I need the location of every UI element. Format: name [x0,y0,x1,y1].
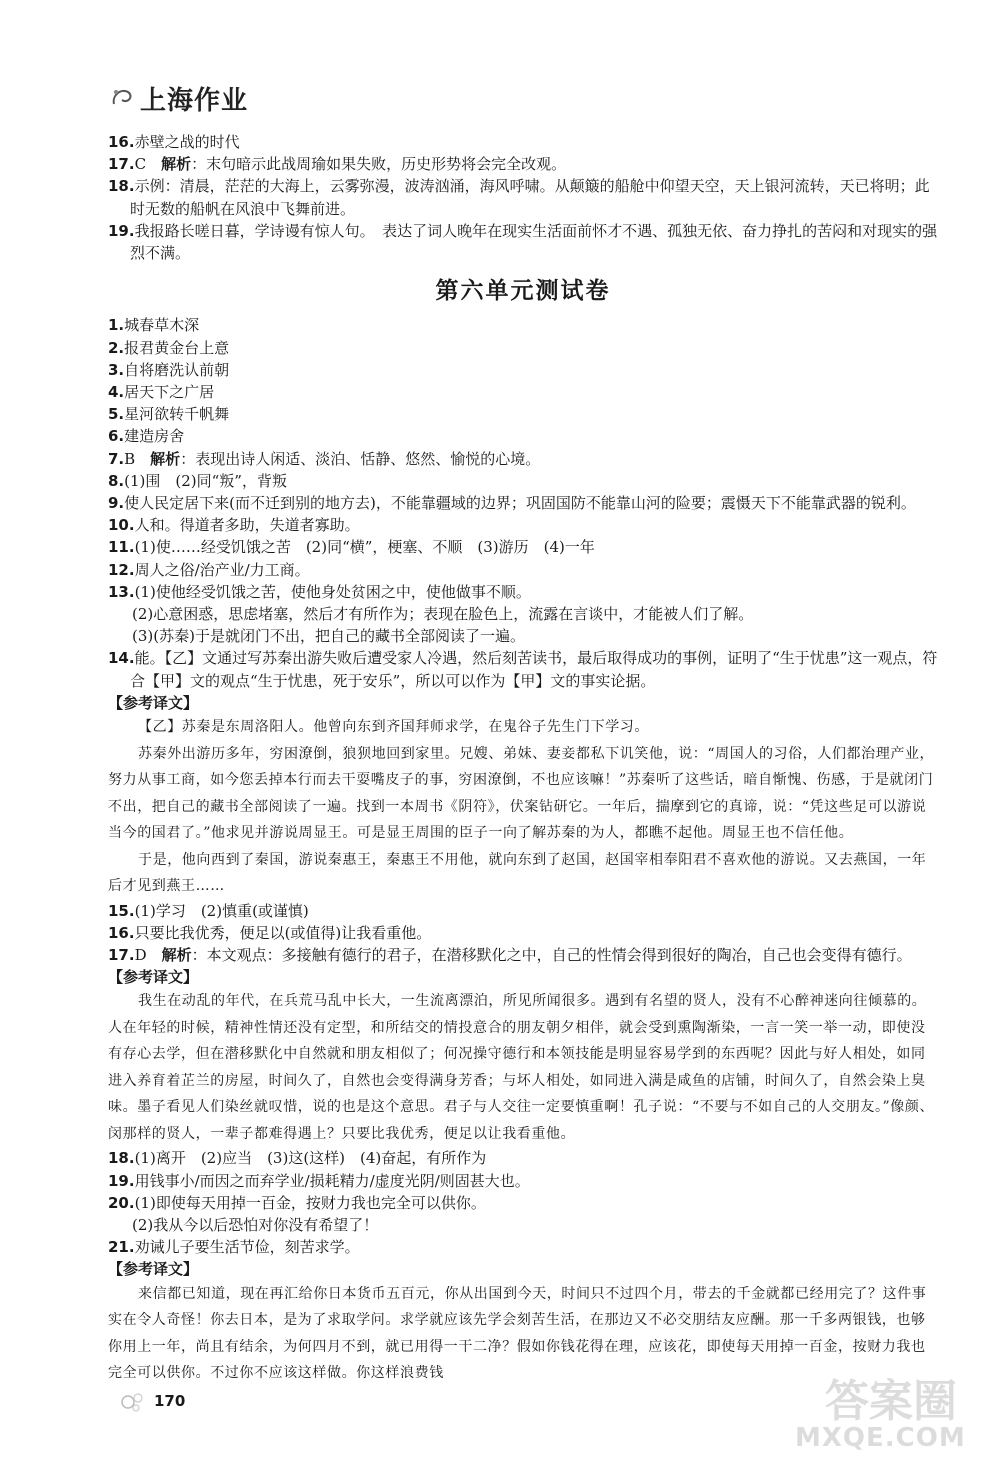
analysis-label: 解析 [150,449,181,468]
answer-item [108,922,938,944]
flower-deco-icon [118,1388,148,1416]
answer-item [108,425,938,447]
swirl-logo-icon [110,84,136,110]
section-title: 第六单元测试卷 [435,278,611,305]
answer-item [108,153,938,175]
analysis-label: 解析 [161,945,192,964]
answer-item [108,492,938,514]
analysis-text: ：本文观点：多接触有德行的君子，在潜移默化之中，自己的性情会得到很好的陶冶，自己也会变得有德行。 [191,945,912,964]
answer-number: 16. [108,923,135,942]
watermark [795,1365,985,1460]
answer-item [108,900,938,922]
answer-item [108,1170,938,1192]
answer-text: (1)使……经受饥饿之苦 (2)同“横”，梗塞、不顺 (3)游历 (4)一年 [134,538,595,557]
answer-text: 能。【乙】文通过写苏秦出游失败后遭受家人冷遇，然后刻苦读书，最后取得成功的事例，证明了“生于忧患”这一观点，符合【甲】文的观点“生于忧患，死于安乐”，所以可以作为【甲】文的事实论据。 [130,649,938,690]
answer-text: 城春草木深 [124,316,200,335]
answer-item [108,220,938,264]
answer-number: 17. [108,945,135,964]
answer-item [108,647,938,691]
answer-number: 7. [108,449,125,468]
answer-text: (1)学习 (2)慎重(或谨慎) [134,901,309,920]
answer-text: 人和。得道者多助，失道者寡助。 [134,516,360,535]
answer-item [108,581,938,603]
reference-translation-label: 【参考译文】 [108,968,199,987]
answer-number: 17. [108,155,135,174]
answer-text: 使人民定居下来(而不迁到别的地方去)，不能靠疆域的边界；巩固国防不能靠山河的险要；震慑天下不能靠武器的锐利。 [124,494,916,513]
translation-paragraph: 【乙】苏秦是东周洛阳人。他曾向东到齐国拜师求学，在鬼谷子先生门下学习。 [138,719,649,736]
answer-item [108,559,938,581]
answer-number: 2. [108,338,125,357]
answer-text: 劝诫儿子要生活节俭，刻苦求学。 [134,1238,360,1257]
analysis-text: ：末句暗示此战周瑜如果失败，历史形势将会完全改观。 [191,155,567,174]
answer-item [108,944,938,966]
answer-text: (1)离开 (2)应当 (3)这(这样) (4)奋起，有所作为 [134,1149,487,1168]
answer-text: 星河欲转千帆舞 [124,405,230,424]
answer-text: 赤壁之战的时代 [134,133,240,151]
analysis-text: ：表现出诗人闲适、淡泊、恬静、悠然、愉悦的心境。 [180,449,541,468]
watermark-title: 答案圈 [825,1376,957,1427]
answer-item [108,131,938,153]
answer-text: (1)使他经受饥饿之苦，使他身处贫困之中，使他做事不顺。 [134,582,531,601]
answer-item [108,514,938,536]
answer-text: 我报路长嗟日暮，学诗谩有惊人句。 表达了词人晚年在现实生活面前怀才不遇、孤独无依、奋力挣扎的苦闷和对现实的强烈不满。 [130,221,938,263]
answer-subitem: (3)(苏秦)于是就闭门不出，把自己的藏书全部阅读了一遍。 [132,627,525,646]
answer-item [108,536,938,558]
answer-item [108,314,938,336]
answer-number: 1. [108,316,125,335]
answer-item [108,403,938,425]
answer-number: 6. [108,427,125,446]
answer-subitem: (2)我从今以后恐怕对你没有希望了！ [132,1216,379,1234]
answer-text: 建造房舍 [124,427,185,446]
translation-paragraph: 我生在动乱的年代，在兵荒马乱中长大，一生流离漂泊，所见所闻很多。遇到有名望的贤人，没有不心醉神迷向往倾慕的。人在年轻的时候，精神性情还没有定型，和所结交的情投意合的朋友朝夕相伴，就会受到熏陶渐染，一言一笑一举一动，即使没有存心去学，但在潜移默化中自然就和朋友相似了；何况操守德行和本领技能是明显容易学到的东西呢？因此与好人相处，如同进入养育着芷兰的房屋，时间久了，自然也会变得满身芳香；与坏人相处，如同进入满是咸鱼的店铺，时间久了，自然会染上臭味。墨子看见人们染丝就叹惜，说的也是这个意思。君子与人交往一定要慎重啊！孔子说：“不要与不如自己的人交朋友。”像颜、闵那样的贤人，一辈子都难得遇上？只要比我优秀，便足以让我看重他。 [108,993,935,1142]
page-number: 170 [154,1392,186,1410]
page-header [88,80,328,120]
answer-text: 只要比我优秀，便足以(或值得)让我看重他。 [134,923,432,942]
answer-text: 周人之俗/治产业/力工商。 [134,560,310,579]
answer-number: 18. [108,1149,135,1168]
answer-text: 用钱事小/而因之而弃学业/损耗精力/虚度光阴/则固甚大也。 [134,1171,530,1190]
answer-number: 21. [108,1238,135,1257]
answer-number: 13. [108,582,135,601]
answer-number: 19. [108,1171,135,1190]
answer-item [108,470,938,492]
answer-text: 报君黄金台上意 [124,338,230,357]
answer-number: 5. [108,405,125,424]
answer-item [108,448,938,470]
answer-number: 10. [108,516,135,535]
answer-number: 16. [108,133,135,151]
watermark-url: MXQE.COM [795,1423,966,1453]
answer-number: 8. [108,471,125,490]
answer-text: B [124,449,151,468]
reference-translation-label: 【参考译文】 [108,1260,199,1279]
answer-number: 20. [108,1193,135,1212]
answer-item [108,175,938,219]
analysis-label: 解析 [161,155,192,174]
answer-text: C [134,155,162,174]
answer-number: 9. [108,494,125,513]
answer-text: 自将磨洗认前朝 [124,360,230,379]
answer-text: 示例：清晨，茫茫的大海上，云雾弥漫，波涛汹涌，海风呼啸。从颠簸的船舱中仰望天空，天上银河流转，天已将明；此时无数的船帆在风浪中飞舞前进。 [130,177,930,218]
translation-paragraph: 于是，他向西到了秦国，游说秦惠王，秦惠王不用他，就向东到了赵国，赵国宰相奉阳君不喜欢他的游说。又去燕国，一年后才见到燕王…… [108,851,927,895]
answer-number: 14. [108,649,135,668]
answer-number: 11. [108,538,135,557]
answer-text: D [134,945,162,964]
answer-item [108,1147,938,1169]
answer-item [108,381,938,403]
answer-number: 19. [108,221,135,240]
answer-text: 居天下之广居 [124,383,215,402]
answer-content [108,131,938,1387]
answer-item [108,1192,938,1214]
answer-item [108,337,938,359]
translation-paragraph: 来信都已知道，现在再汇给你日本货币五百元，你从出国到今天，时间只不过四个月，带去的千金就都已经用完了？这件事实在令人奇怪！你去日本，是为了求取学问。求学就应该先学会刻苦生活，在那边又不必交朋结友应酬。那一千多两银钱，也够你用上一年，尚且有结余，为何四月不到，就已用得一干二净？假如你钱花得在理，应该花，即使每天用掉一百金，按财力我也完全可以供你。不过你不应该这样做。你这样浪费钱 [108,1285,927,1382]
answer-number: 18. [108,177,135,196]
answer-subitem: (2)心意困惑，思虑堵塞，然后才有所作为；表现在脸色上，流露在言谈中，才能被人们了解。 [132,605,754,624]
reference-translation-label: 【参考译文】 [108,693,199,712]
answer-item [108,1236,938,1258]
answer-text: (1)围 (2)同“叛”，背叛 [124,471,287,490]
answer-text: (1)即使每天用掉一百金，按财力我也完全可以供你。 [134,1193,486,1212]
brand-title: 上海作业 [140,86,249,116]
answer-number: 15. [108,901,135,920]
answer-number: 12. [108,560,135,579]
translation-paragraph: 苏秦外出游历多年，穷困潦倒，狼狈地回到家里。兄嫂、弟妹、妻妾都私下讥笑他，说：“周国人的习俗，人们都治理产业，努力从事工商，如今您丢掉本行而去干耍嘴皮子的事，穷困潦倒，不也应该嘛！”苏秦听了这些话，暗自惭愧、伤感，于是就闭门不出，把自己的藏书全部阅读了一遍。找到一本周书《阴符》，伏案钻研它。一年后，揣摩到它的真谛，说：“凭这些足可以游说当今的国君了。”他求见并游说周显王。可是显王周围的臣子一向了解苏秦的为人，都瞧不起他。周显王也不信任他。 [108,745,935,842]
answer-item [108,359,938,381]
answer-number: 4. [108,383,125,402]
answer-number: 3. [108,360,125,379]
